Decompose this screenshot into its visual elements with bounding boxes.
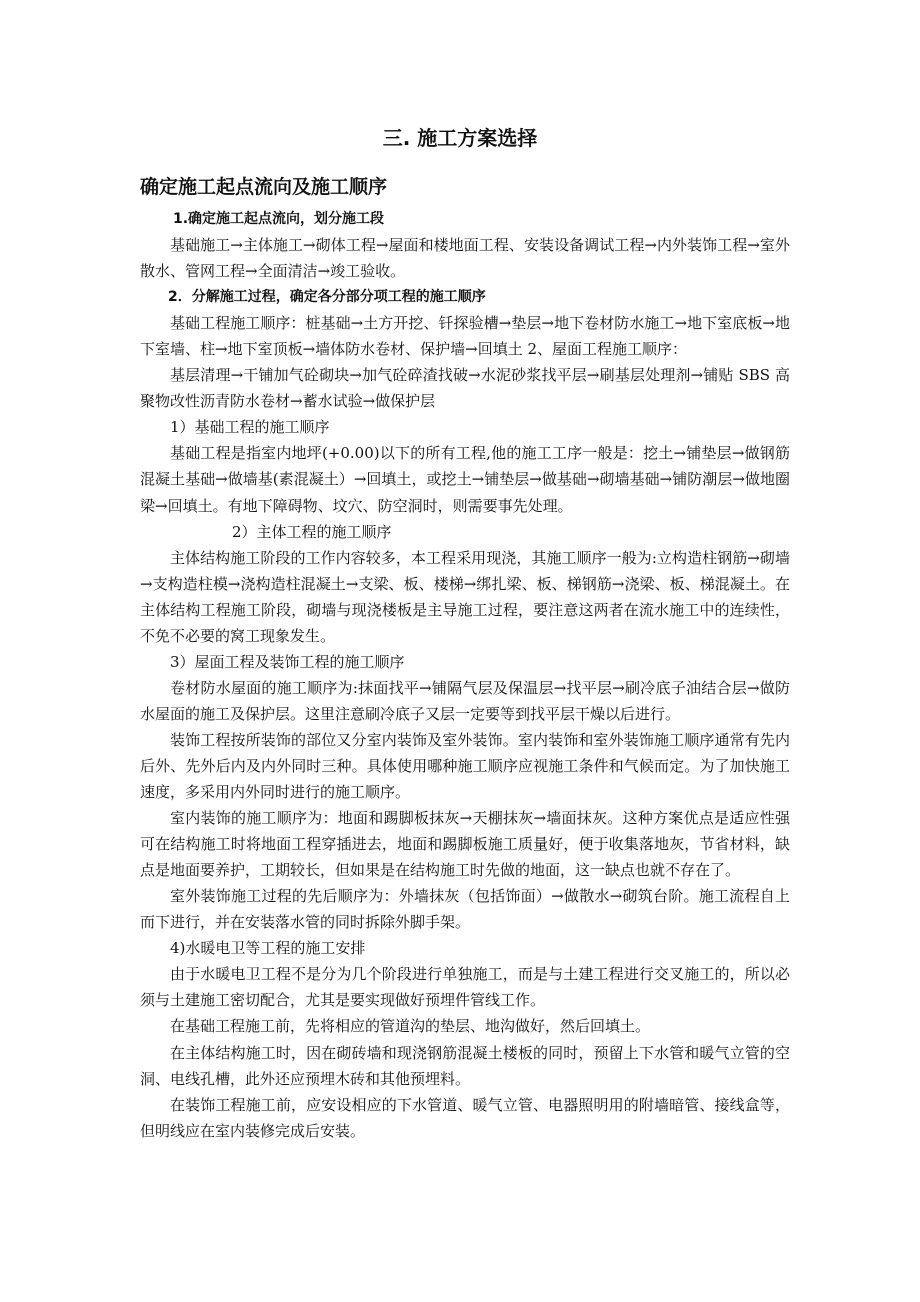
section-title: 三. 施工方案选择 <box>382 126 538 150</box>
paragraph: 基础工程是指室内地坪(+0.00)以下的所有工程,他的施工工序一般是：挖土→铺垫层→做钢筋混凝土基础→做墙基(素混凝土）→回填土，或挖土→铺垫层→做基础→砌墙基础→铺防潮层→做地圈梁→回填土。有地下障碍物、坟穴、防空洞时，则需要事先处理。 <box>140 444 790 515</box>
item-heading: 1）基础工程的施工顺序 <box>170 418 330 437</box>
subheading-2: 2．分解施工过程，确定各分部分项工程的施工顺序 <box>168 289 486 306</box>
paragraph: 主体结构施工阶段的工作内容较多，本工程采用现浇，其施工顺序一般为:立构造柱钢筋→砌墙→支构造柱模→浇构造柱混凝土→支梁、板、楼梯→绑扎梁、板、梯钢筋→浇梁、板、梯混凝土。在主体结构工程施工阶段，砌墙与现浇楼板是主导施工过程，要注意这两者在流水施工中的连续性，不免不必要的窝工现象发生。 <box>140 548 790 645</box>
paragraph: 基础施工→主体施工→砌体工程→屋面和楼地面工程、安装设备调试工程→内外装饰工程→室外散水、管网工程→全面清洁→竣工验收。 <box>140 236 790 281</box>
item-heading: 3）屋面工程及装饰工程的施工顺序 <box>170 652 405 671</box>
paragraph: 在主体结构施工时，因在砌砖墙和现浇钢筋混凝土楼板的同时，预留上下水管和暖气立管的空洞、电线孔槽，此外还应预埋木砖和其他预埋料。 <box>140 1043 790 1088</box>
section-heading: 确定施工起点流向及施工顺序 <box>140 176 388 198</box>
paragraph: 在基础工程施工前，先将相应的管道沟的垫层、地沟做好，然后回填土。 <box>170 1017 651 1036</box>
paragraph: 室内装饰的施工顺序为：地面和踢脚板抹灰→天棚抹灰→墙面抹灰。这种方案优点是适应性强可在结构施工时将地面工程穿插进去，地面和踢脚板施工质量好，便于收集落地灰，节省材料，缺点是地面要养护，工期较长，但如果是在结构施工时先做的地面，这一缺点也就不存在了。 <box>140 809 790 880</box>
item-heading: 4)水暖电卫等工程的施工安排 <box>170 939 366 958</box>
document-body <box>140 206 790 1144</box>
subheading-1: 1.确定施工起点流向，划分施工段 <box>173 211 385 227</box>
paragraph: 装饰工程按所装饰的部位又分室内装饰及室外装饰。室内装饰和室外装饰施工顺序通常有先内后外、先外后内及内外同时三种。具体使用哪种施工顺序应视施工条件和气候而定。为了加快施工速度，多采用内外同时进行的施工顺序。 <box>140 730 790 802</box>
item-heading: 2）主体工程的施工顺序 <box>232 522 392 541</box>
paragraph: 基础工程施工顺序：桩基础→土方开挖、钎探验槽→垫层→地下卷材防水施工→地下室底板→地下室墙、柱→地下室顶板→墙体防水卷材、保护墙→回填土 2、屋面工程施工顺序： <box>140 314 790 359</box>
paragraph: 室外装饰施工过程的先后顺序为：外墙抹灰（包括饰面）→做散水→砌筑台阶。施工流程自上而下进行，并在安装落水管的同时拆除外脚手架。 <box>140 887 790 932</box>
paragraph: 由于水暖电卫工程不是分为几个阶段进行单独施工，而是与土建工程进行交叉施工的，所以必须与土建施工密切配合，尤其是要实现做好预埋件管线工作。 <box>140 965 790 1010</box>
paragraph: 卷材防水屋面的施工顺序为:抹面找平→铺隔气层及保温层→找平层→刷冷底子油结合层→做防水屋面的施工及保护层。这里注意刷冷底子又层一定要等到找平层干燥以后进行。 <box>140 678 790 723</box>
paragraph: 在装饰工程施工前，应安设相应的下水管道、暖气立管、电器照明用的附墙暗管、接线盒等，但明线应在室内装修完成后安装。 <box>140 1095 790 1140</box>
paragraph: 基层清理→干铺加气砼砌块→加气砼碎渣找破→水泥砂浆找平层→刷基层处理剂→铺贴 SBS 高聚物改性沥青防水卷材→蓄水试验→做保护层 <box>140 366 790 411</box>
